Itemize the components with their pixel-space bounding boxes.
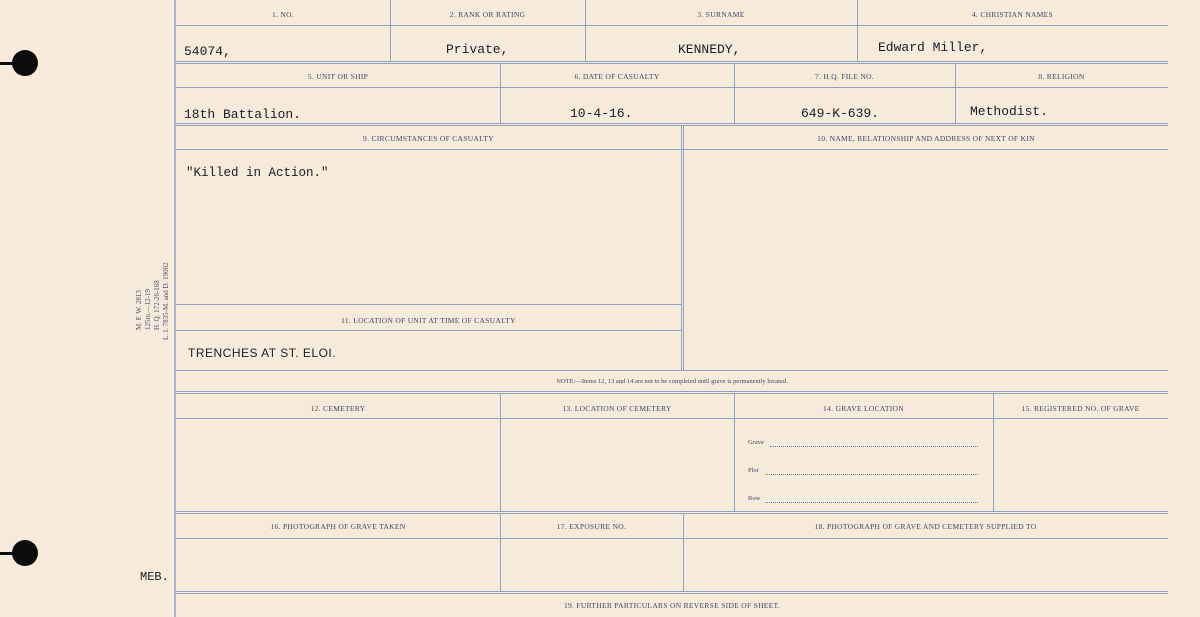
plot-label: Plot bbox=[748, 467, 759, 474]
label-further-particulars: 19. FURTHER PARTICULARS ON REVERSE SIDE OF SHEET. bbox=[563, 601, 781, 610]
punch-hole-bottom bbox=[12, 540, 38, 566]
label-file-no: 7. H.Q. FILE NO. bbox=[814, 72, 875, 81]
value-file-no: 649-K-639. bbox=[801, 106, 880, 121]
value-date: 10-4-16. bbox=[570, 106, 633, 121]
plot-line bbox=[765, 474, 978, 475]
label-photo-taken: 16. PHOTOGRAPH OF GRAVE TAKEN bbox=[270, 522, 406, 531]
value-religion: Methodist. bbox=[970, 104, 1049, 119]
rule bbox=[681, 126, 682, 370]
value-rank: Private, bbox=[446, 42, 509, 57]
label-circumstances: 9. CIRCUMSTANCES OF CASUALTY bbox=[363, 134, 494, 143]
label-exposure: 17. EXPOSURE NO. bbox=[556, 522, 627, 531]
rule bbox=[176, 391, 1168, 394]
label-grave-location: 14. GRAVE LOCATION bbox=[823, 404, 904, 413]
value-unit: 18th Battalion. bbox=[184, 107, 302, 122]
value-location-unit: TRENCHES AT ST. ELOI. bbox=[188, 346, 337, 360]
rule bbox=[683, 126, 684, 370]
side-code-2: 125m.—12-19 bbox=[144, 288, 152, 330]
side-code-1: M. F. W. 2813 bbox=[135, 290, 143, 330]
label-next-of-kin: 10. NAME, RELATIONSHIP AND ADDRESS OF NEXT OF KIN bbox=[817, 134, 1035, 143]
rule bbox=[176, 591, 1168, 594]
label-religion: 8. RELIGION bbox=[1038, 72, 1085, 81]
label-surname: 3. SURNAME bbox=[697, 10, 745, 19]
label-location-unit: 11. LOCATION OF UNIT AT TIME OF CASUALTY bbox=[341, 316, 516, 325]
label-christian-names: 4. CHRISTIAN NAMES bbox=[971, 10, 1054, 19]
value-circumstances: "Killed in Action." bbox=[186, 166, 329, 180]
note-items: NOTE:—Items 12, 13 and 14 are not to be completed until grave is permanently located. bbox=[556, 378, 788, 385]
rule bbox=[176, 149, 1168, 150]
value-surname: KENNEDY, bbox=[678, 42, 741, 57]
label-cemetery-location: 13. LOCATION OF CEMETERY bbox=[562, 404, 672, 413]
value-christian-names: Edward Miller, bbox=[878, 40, 988, 55]
label-registered-no: 15. REGISTERED NO. OF GRAVE bbox=[1021, 404, 1140, 413]
clerk-initials: MEB. bbox=[140, 570, 169, 584]
value-no: 54074, bbox=[184, 44, 231, 59]
rule bbox=[176, 25, 1168, 26]
rule bbox=[176, 370, 1168, 371]
rule bbox=[176, 61, 1168, 64]
row-line bbox=[765, 502, 978, 503]
rule bbox=[176, 538, 1168, 539]
label-photo-supplied: 18. PHOTOGRAPH OF GRAVE AND CEMETERY SUPPLIED TO bbox=[814, 522, 1037, 531]
punch-hole-top bbox=[12, 50, 38, 76]
rule bbox=[176, 304, 681, 305]
rule bbox=[176, 123, 1168, 126]
grave-label: Grave bbox=[748, 439, 764, 446]
label-rank: 2. RANK OR RATING bbox=[449, 10, 526, 19]
label-no: 1. NO. bbox=[271, 10, 294, 19]
rule bbox=[176, 330, 681, 331]
side-code-4: L. I. 7835-M. and D. 19002 bbox=[162, 262, 170, 340]
rule bbox=[176, 511, 1168, 514]
label-unit: 5. UNIT OR SHIP bbox=[307, 72, 369, 81]
side-code-3: H. Q. 172-26-168 bbox=[153, 280, 161, 330]
rule bbox=[176, 418, 1168, 419]
grave-line bbox=[770, 446, 978, 447]
row-label: Row bbox=[748, 495, 761, 502]
label-cemetery: 12. CEMETERY bbox=[310, 404, 366, 413]
label-date: 6. DATE OF CASUALTY bbox=[574, 72, 660, 81]
rule bbox=[176, 87, 1168, 88]
